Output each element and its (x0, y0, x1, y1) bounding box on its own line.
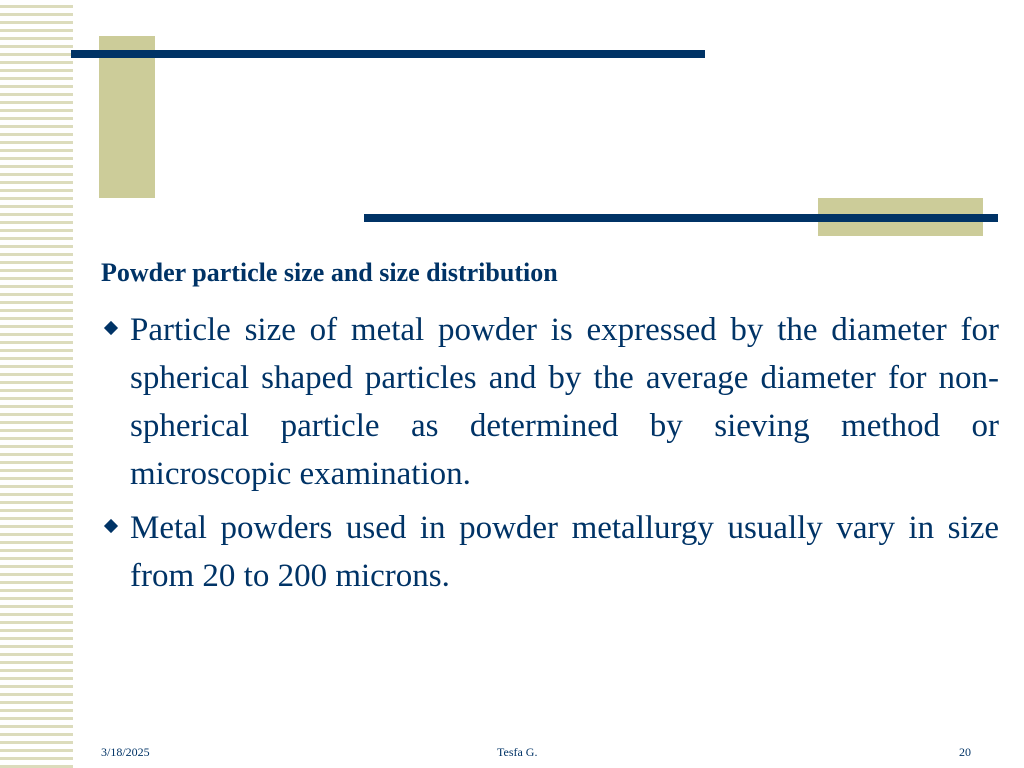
top-left-accent-block (99, 36, 155, 198)
top-rule-bar (71, 50, 705, 58)
bullet-list (101, 306, 999, 606)
bullet-item (101, 306, 999, 498)
bottom-rule-bar (364, 214, 998, 222)
left-decorative-stripes (0, 0, 73, 768)
bullet-text: Particle size of metal powder is expressed by the diameter for spherical shaped particles and by the average diameter for non-spherical particle as determined by sieving method or microscopic examination. (130, 312, 999, 492)
bullet-text: Metal powders used in powder metallurgy usually vary in size from 20 to 200 microns. (130, 510, 999, 594)
bullet-item (101, 504, 999, 600)
diamond-bullet-icon (104, 321, 118, 335)
slide-title: Powder particle size and size distribution (101, 258, 558, 287)
page-number: 20 (959, 745, 971, 759)
footer-date: 3/18/2025 (101, 745, 150, 759)
diamond-bullet-icon (104, 519, 118, 533)
footer-author: Tesfa G. (497, 745, 538, 759)
